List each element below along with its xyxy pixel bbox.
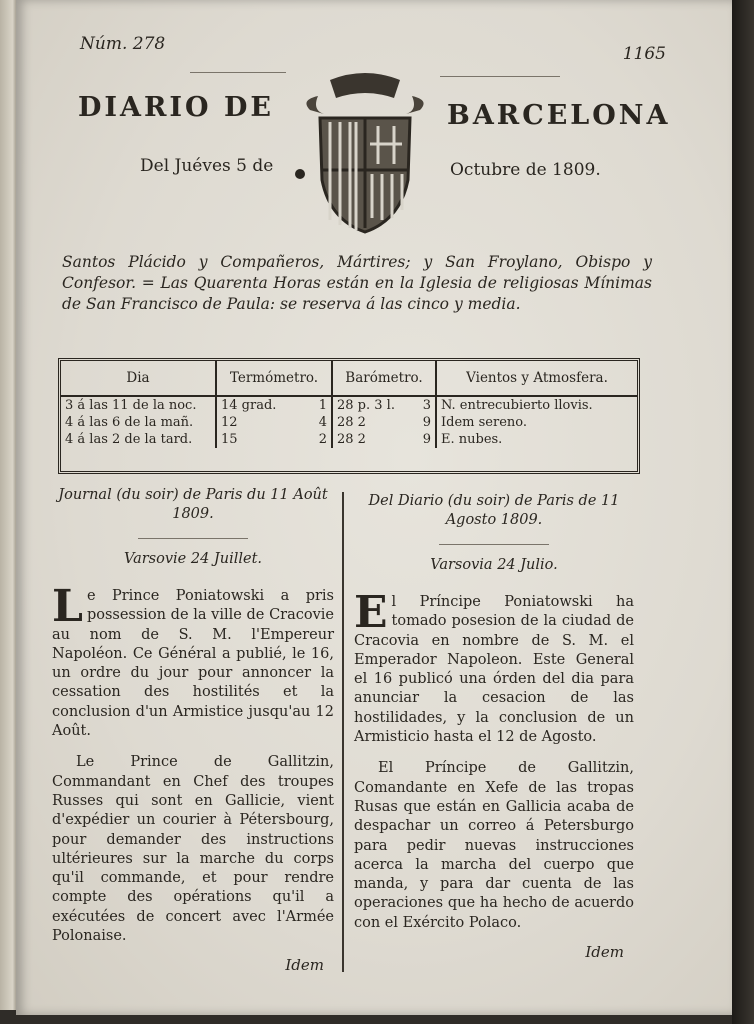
- table-row: [61, 431, 637, 448]
- issue-date-right: Octubre de 1809.: [450, 160, 601, 180]
- col-header-vientos: Vientos y Atmosfera.: [436, 361, 637, 396]
- french-column: [52, 486, 334, 974]
- header-rule-left: [190, 72, 286, 73]
- cell-baro-frac: 9: [422, 432, 431, 447]
- paragraph-text: l Príncipe Poniatowski ha tomado posesion de la ciudad de Cracovia en nombre de S. M. el Emperador Napoleon. Este General el 16 publicó una órden del dia para anunciar la cesacion de las hostilidades, y la conclusion de un Armisticio hasta el 12 de Agosto.: [354, 594, 634, 746]
- issue-number: Núm. 278: [80, 34, 166, 54]
- cell-baro-value: 28 2: [337, 415, 366, 430]
- col-header-termometro: Termómetro.: [216, 361, 332, 396]
- page-number: 1165: [622, 44, 666, 64]
- cell-baro-value: 28 p. 3 l.: [337, 398, 395, 413]
- article-paragraph-1-fr: [52, 581, 334, 741]
- cell-baro-value: 28 2: [337, 432, 366, 447]
- source-heading-es: Del Diario (du soir) de Paris de 11 Agosto 1809.: [368, 493, 620, 528]
- col-header-dia: Dia: [61, 361, 216, 396]
- col-header-barometro: Barómetro.: [332, 361, 436, 396]
- cell-viento: E. nubes.: [441, 432, 503, 447]
- cell-term: [216, 431, 332, 448]
- cell-term-value: 15: [221, 432, 238, 447]
- cell-term-value: 12: [221, 415, 238, 430]
- cell-viento: Idem sereno.: [441, 415, 527, 430]
- issue-date-left: Del Juéves 5 de: [140, 156, 274, 176]
- cell-viento: N. entrecubierto llovis.: [441, 398, 593, 413]
- cell-baro-frac: 3: [422, 398, 431, 413]
- weather-header-row: [61, 361, 637, 396]
- article-paragraph-2-es: El Príncipe de Gallitzin, Comandante en Xefe de las tropas Rusas que están en Gallicia acaba de despachar un correo á Petersburgo para pedir nuevas instrucciones acerca la marcha del cuerpo que manda, y para dar cuenta de las operaciones que ha hecho de acuerdo con el Exército Polaco.: [354, 760, 634, 931]
- saints-of-the-day: Santos Plácido y Compañeros, Mártires; y San Froylano, Obispo y Confesor. = Las Quarenta Horas están en la Iglesia de religiosas Mínimas de San Francisco de Paula: se reserva á las cinco y media.: [62, 253, 652, 313]
- cell-baro: [332, 396, 436, 414]
- table-row: [61, 396, 637, 414]
- cell-term-frac: 4: [318, 415, 327, 430]
- cell-term-frac: 2: [318, 432, 327, 447]
- drop-cap-es: E: [354, 587, 388, 638]
- table-row: [61, 414, 637, 431]
- spanish-column: [354, 492, 634, 961]
- attribution-idem-es: Idem: [585, 943, 624, 962]
- header-rule-right: [440, 76, 560, 77]
- paragraph-text: e Prince Poniatowski a pris possession de la ville de Cracovie au nom de S. M. l'Empereur Napoléon. Ce Général a publié, le 16, un ordre du jour pour annoncer la cessation des hostilités et la conclusion d'un Armistice jusqu'au 12 Août.: [52, 588, 334, 740]
- drop-cap-fr: L: [52, 581, 83, 632]
- attribution-idem-fr: Idem: [285, 956, 324, 975]
- cell-dia: 4 á las 6 de la mañ.: [61, 414, 216, 431]
- cell-term-value: 14 grad.: [221, 398, 277, 413]
- masthead-title-right: BARCELONA: [447, 100, 671, 131]
- cell-dia: 3 á las 11 de la noc.: [61, 396, 216, 414]
- cell-dia: 4 á las 2 de la tard.: [61, 431, 216, 448]
- source-heading-fr: Journal (du soir) de Paris du 11 Août 1809.: [58, 487, 328, 522]
- dateline-fr: Varsovie 24 Juillet.: [123, 551, 263, 567]
- cell-term: [216, 396, 332, 414]
- dateline-es: Varsovia 24 Julio.: [430, 557, 558, 573]
- masthead-title-left: DIARIO DE: [78, 92, 274, 123]
- book-binding: [732, 0, 754, 1024]
- weather-table: [58, 358, 640, 474]
- cell-baro-frac: 9: [422, 415, 431, 430]
- cell-baro: [332, 414, 436, 431]
- cell-baro: [332, 431, 436, 448]
- section-rule: [138, 538, 248, 539]
- section-rule: [439, 544, 549, 545]
- article-paragraph-1-es: [354, 587, 634, 747]
- column-divider: [342, 492, 344, 972]
- cell-term: [216, 414, 332, 431]
- coat-of-arms-icon: [290, 70, 440, 240]
- article-paragraph-2-fr: Le Prince de Gallitzin, Commandant en Chef des troupes Russes qui sont en Gallicie, vient d'expédier un courier à Pétersbourg, pour demander des instructions ultérieures sur la marche du corps qu'il commande, et pour rendre compte des opérations qu'il a exécutées de concert avec l'Armée Polonaise.: [52, 754, 334, 945]
- cell-term-frac: 1: [318, 398, 327, 413]
